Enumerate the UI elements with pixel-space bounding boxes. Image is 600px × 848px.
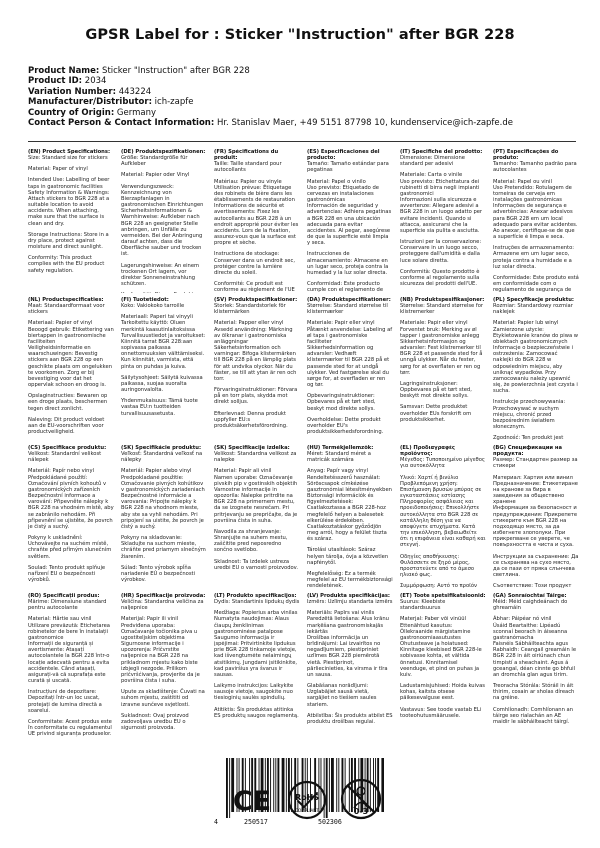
spec-line: Rozmiar: Standardowy rozmiar naklejek bbox=[493, 303, 573, 316]
spec-line: Conformità: Questo prodotto è conforme al regolamento sulla sicurezza dei prodotti dell'UE. bbox=[400, 268, 480, 287]
spec-line: Atitiktis: Šis produktas atitinka ES produktų saugos reglamentą. bbox=[214, 706, 299, 719]
spec-line: Veličina: Standardna veličina za naljepnice bbox=[121, 599, 204, 612]
spec-line: Materiał: Papier lub winyl bbox=[493, 320, 559, 327]
spec-line: Информация за безопасност и предупреждения: Прикрепете стикерите към BGR 228 на подходящо място, за да избегнете злополуки. При прикрепване се уверете, че повърхността е чиста и суха. bbox=[493, 505, 578, 549]
spec-line: Μέγεθος: Τυποποιημένο μέγεθος για αυτοκόλλητα bbox=[400, 457, 485, 470]
product-info bbox=[28, 66, 588, 128]
spec-line: Información de seguridad y advertencias: Adhiera pegatinas a BGR 228 en una ubicación adecuada para evitar accidentes. Al pegar, asegúrese de que la superficie esté limpia y seca. bbox=[307, 203, 392, 247]
spec-line: Uso Pretendido: Rotulagem de torneiras de cerveja em instalações gastronómicas bbox=[493, 184, 572, 204]
spec-block bbox=[28, 297, 114, 441]
spec-line: Predpokladané použitie: Označovanie pivných kohútikov v gastronomických zariadeniach bbox=[121, 474, 205, 493]
spec-line: Størrelse: Standard størrelse til klistermærker bbox=[307, 303, 388, 316]
spec-line: Vastavus: See toode vastab ELi tooteohutusmäärusele. bbox=[400, 706, 482, 719]
spec-line: Intended Use: Labelling of beer taps in gastronomic facilities bbox=[28, 177, 110, 190]
product-info-label: Country of Origin: bbox=[28, 107, 115, 118]
product-info-label: Manufacturer/Distributor: bbox=[28, 97, 152, 108]
spec-line: Größe: Standardgröße für Aufkleber bbox=[121, 155, 188, 168]
spec-line: Materjal: Paber või vinüül bbox=[400, 616, 466, 623]
spec-line: Izmērs: Uzlīmju standarta izmērs bbox=[307, 599, 393, 606]
spec-line: Anyag: Papír vagy vinyl bbox=[307, 468, 368, 475]
spec-block bbox=[400, 149, 486, 293]
spec-line: Informazioni sulla sicurezza e avvertenze: Allegare adesivi a BGR 228 in un luogo adatto per evitare incidenti. Quando si attacca, assicurarsi che la superficie sia pulita e asciutta. bbox=[400, 197, 483, 234]
spec-heading: (CS) Specifikace produktu: bbox=[28, 445, 107, 451]
spec-line: Veiligheidsinformatie en waarschuwingen: Bevestig stickers aan BGR 228 op een geschikte plaats om ongelukken te voorkomen. Zorg er bij bevestiging voor dat het oppervlak schoon en droog is. bbox=[28, 345, 112, 389]
spec-block bbox=[400, 297, 486, 441]
spec-line: Instructions de stockage: Conserver dans un endroit sec, protéger contre la lumière directe du soleil. bbox=[214, 251, 295, 276]
spec-line: Tamaño: Tamaño estándar para pegatinas bbox=[307, 161, 389, 174]
spec-line: Verwendungszweck: Kennzeichnung von Bierzapfanlagen in gastronomischen Einrichtungen bbox=[121, 183, 204, 209]
product-info-row bbox=[28, 76, 588, 86]
page-title: GPSR Label for : Sticker "Instruction" after BGR 228 bbox=[85, 27, 515, 43]
spec-block bbox=[214, 149, 300, 293]
spec-line: Numatyta naudojimas: Alaus čiaupų ženklinimas gastronominėse patalpose bbox=[214, 616, 289, 635]
rohs-compliant-icon bbox=[287, 780, 327, 820]
spec-line: Tamanho: Tamanho padrão para autocolantes bbox=[493, 161, 577, 174]
spec-block bbox=[493, 297, 579, 441]
product-info-row bbox=[28, 66, 588, 76]
spec-line: Instrucțiuni de depozitare: Depozitați într-un loc uscat, protejați de lumina directă a soarelui. bbox=[28, 689, 102, 714]
barcode-bar bbox=[277, 758, 279, 812]
spec-line: Zamierzone użycie: Etykietowanie kranów do piwa w obiektach gastronomicznych bbox=[493, 326, 579, 345]
spec-line: Paredzētā lietošana: Alus krānu marķēšana gastronomiskajās iekārtās bbox=[307, 616, 389, 635]
spec-block bbox=[307, 593, 393, 739]
spec-line: Méid: Méid caighdeánach do ghreamáin bbox=[493, 599, 568, 612]
spec-line: Předpokládané použití: Označování pivních kohoutů v gastronomických zařízeních bbox=[28, 474, 107, 493]
product-info-value: Sticker "Instruction" after BGR 228 bbox=[102, 66, 250, 76]
spec-line: Taille: Taille standard pour autocollants bbox=[214, 161, 282, 174]
svg-text:0-3: 0-3 bbox=[353, 807, 369, 816]
spec-line: Comhlíonadh: Comhlíonann an táirge seo rialachán an AE maidir le sábháilteacht táirgí. bbox=[493, 706, 573, 725]
spec-line bbox=[121, 292, 207, 293]
spec-heading: (BG) Спецификации на продукта: bbox=[493, 445, 562, 458]
spec-heading: (EN) Product Specifications: bbox=[28, 149, 111, 155]
spec-line: Size: Standard size for stickers bbox=[28, 155, 108, 162]
spec-block bbox=[121, 149, 207, 293]
spec-line: Informações de segurança e advertências: Anexar adesivos para BGR 228 em um local adequado para evitar acidentes. Ao anexar, certifique-se de que a superfície é limpa e seca. bbox=[493, 203, 578, 241]
spec-line: Yhdenmukaisuus: Tämä tuote vastaa EU:n tuotteiden turvallisuusasetusta. bbox=[121, 398, 198, 417]
spec-line: Υλικό: Χαρτί ή βινύλιο bbox=[400, 474, 459, 481]
spec-line: Tarkoitettu käyttö: Oluen merkintä kaasutinlaitoksissa bbox=[121, 320, 195, 333]
barcode-digits-right: 502306 bbox=[318, 818, 342, 826]
spec-line: Material: Hârtie sau vinil bbox=[28, 616, 92, 623]
spec-line: Varnostne informacije in opozorila: Nalepke pritrdite na BGR 228 na primernem mestu, da se izognete nesrečam. Pri pritrjevanju se prepričajte, da je površina čista in suha. bbox=[214, 486, 298, 524]
spec-line: Material: Papier oder Vinyl bbox=[121, 172, 190, 179]
spec-line: Upute za skladištenje: Čuvati na suhom mjestu, zaštititi od izravne sunčeve svjetlosti. bbox=[121, 689, 205, 708]
product-info-row bbox=[28, 87, 588, 97]
barcode-digits-left: 250517 bbox=[244, 818, 268, 826]
spec-line: Faisnéis Sábháilteachta agus Rabhaidh: Ceangail greamáin le BGR 228 in áit oiriúnach chun timpistí a sheachaint. Agus á gceangal, déan cinnte go bhfuil an dromchla glan agus tirim. bbox=[493, 641, 577, 678]
spec-line: Instrukcje przechowywania: Przechowywać w suchym miejscu, chronić przed bezpośrednim światłem słonecznym. bbox=[493, 399, 566, 430]
spec-line: Conformidad: Este producto cumple con el reglamento de bbox=[307, 280, 384, 293]
spec-line: Sikkerhedsinformation og advarsler: Vedhæft klistermærker til BGR 228 på et passende sted for at undgå ulykker. Ved fastgørelse skal du sørge for, at overfladen er ren og tør. bbox=[307, 345, 390, 389]
spec-heading: (HR) Specifikacije proizvoda: bbox=[121, 593, 206, 599]
spec-heading: (SK) Špecifikácie produktu: bbox=[121, 445, 202, 451]
spec-line: Matériau: Papier ou vinyle bbox=[214, 178, 282, 185]
spec-line: Οδηγίες αποθήκευσης: Φυλάσσετε σε ξηρό μέρος, προστατεύετε από το άμεσο ηλιακό φως. bbox=[400, 553, 475, 578]
spec-block bbox=[400, 445, 486, 589]
spec-line: Materiaali: Paperi tai vinyyli bbox=[121, 314, 193, 321]
spec-line: Предназначение: Етикетиране на кранове за бира в заведения за обществено хранене bbox=[493, 480, 578, 506]
spec-block bbox=[28, 445, 114, 589]
spec-line: Skladnost: Ta izdelek ustreza uredbi EU o varnosti proizvodov. bbox=[214, 558, 298, 571]
spec-block bbox=[121, 593, 207, 739]
spec-block bbox=[214, 297, 300, 441]
barcode-bar bbox=[336, 758, 337, 812]
spec-line: Pokyny k uskladnění: Uchovávejte na suchém místě, chraňte před přímým slunečním světlem. bbox=[28, 535, 112, 560]
spec-line: Overholdelse: Dette produkt overholder EU's produktsikkerhedsforordning. bbox=[307, 416, 384, 435]
spec-line: Dimensione: Dimensione standard per adesivi bbox=[400, 155, 465, 168]
spec-line: Veľkosť: Štandardná veľkosť na nálepky bbox=[121, 451, 203, 464]
spec-heading: (ET) Toote spetsifikatsioonid: bbox=[400, 593, 486, 599]
spec-line: Инструкции за съхранение: Да се съхранява на сухо място, да се пази от пряка слънчева светлина. bbox=[493, 553, 579, 578]
product-info-value: ich-zapfe bbox=[154, 97, 194, 108]
spec-line: Προβλεπόμενη χρήση: Επισήμανση βρυσών μπύρας σε εγκαταστάσεις εστίασης bbox=[400, 480, 482, 500]
spec-line: Bezpečnostné informácie a varovania: Pripojte nálepky k BGR 228 na vhodnom mieste, aby ste sa vyhli nehodám. Pri pripojení sa uistite, že povrch je čistý a suchý. bbox=[121, 493, 204, 530]
spec-line: Megfelelőség: Ez a termék megfelel az EU termékbiztonsági rendeletének. bbox=[307, 570, 393, 589]
spec-line: Avsedd användning: Märkning av ölkranar i gastronomiska anläggningar bbox=[214, 326, 293, 345]
spec-heading: (LV) Produkta specifikācijas: bbox=[307, 593, 390, 599]
age-warning-0-3-icon bbox=[340, 778, 382, 820]
spec-line: Súlad: Tento výrobok spĺňa nariadenie EÚ o bezpečnosti výrobkov. bbox=[121, 564, 196, 583]
spec-line: Förvaringsinstruktioner: Förvara på en torr plats, skydda mot direkt solljus. bbox=[214, 387, 298, 406]
spec-line: Материал: Хартия или винил bbox=[493, 474, 573, 481]
spec-line: Saugumo informacija ir įspėjimai: Pritvirtinkite lipdukus prie BGR 228 tinkamoje vietoje, kad išvengtumėte nelaimingų atsitikimų. Jungdami įsitikinkite, kad paviršius yra švarus ir sausas. bbox=[214, 634, 298, 678]
spec-line: Storage Instructions: Store in a dry place, protect against moisture and direct sunlight. bbox=[28, 231, 109, 251]
spec-line: Säkerhetsinformation och varningar: Bifoga klistermärken till BGR 228 på en lämplig plats för att undvika olyckor. När du fäster, se till att ytan är ren och torr. bbox=[214, 345, 297, 382]
spec-line: Pokyny na skladovanie: Skladujte na suchom mieste, chráňte pred priamym slnečným žiarením. bbox=[121, 535, 206, 560]
spec-line: Størrelse: Standard størrelse for klistremerker bbox=[400, 303, 484, 316]
spec-block bbox=[493, 445, 579, 589]
spec-line: Opslaginstructies: Bewaren op een droge plaats, beschermen tegen direct zonlicht. bbox=[28, 393, 108, 412]
spec-line: Koko: Vakiokoko tarroille bbox=[121, 303, 185, 310]
spec-line: Conformity: This product complies with the EU product safety regulation. bbox=[28, 255, 105, 274]
divider bbox=[28, 141, 576, 142]
spec-heading: (ES) Especificaciones del producto: bbox=[307, 149, 380, 162]
spec-line: Instruções de armazenamento: Armazene em um lugar seco, proteja contra a humidade e a luz solar directa. bbox=[493, 245, 574, 270]
product-info-value: 2034 bbox=[84, 76, 107, 87]
spec-line: Ábhar: Páipéar nó vinil bbox=[493, 616, 552, 623]
spec-line: Soulad: Tento produkt splňuje nařízení EU o bezpečnosti výrobků. bbox=[28, 564, 106, 583]
spec-line: Utilisation prévue: Étiquetage des robinets de bière dans les établissements de restauration bbox=[214, 184, 295, 204]
barcode-bar bbox=[331, 758, 334, 812]
spec-line: Lagerungshinweise: An einem trockenen Ort lagern, vor direkter Sonneneinstrahlung schützen. bbox=[121, 262, 200, 287]
product-info-label: Product Name: bbox=[28, 66, 100, 76]
spec-line: Velikost: Standardna velikost za nalepke bbox=[214, 451, 297, 464]
spec-line: Opbevaringsinstruktioner: Opbevares på et tørt sted, beskyt mod direkte sollys. bbox=[307, 393, 376, 412]
product-info-label: Contact Person & Contact Information: bbox=[28, 118, 215, 129]
spec-line: Mărime: Dimensiune standard pentru autocolante bbox=[28, 599, 107, 612]
spec-line: Conformitate: Acest produs este în conformitate cu regulamentul UE privind siguranța produselor. bbox=[28, 718, 112, 738]
spec-line: Sukladnost: Ovaj proizvod zadovoljava uredbu EU o sigurnosti proizvoda. bbox=[121, 712, 189, 731]
spec-line: Πληροφορίες ασφάλειας και προειδοποιήσεις: Επικολλήστε αυτοκόλλητα στο BGR 228 σε κατάλληλη θέση για να αποφύγετε ατυχήματα. Κατά την επικόλληση, βεβαιωθείτε ότι η επιφάνεια είναι καθαρή και στεγνή. bbox=[400, 499, 486, 549]
spec-line: Materiál: Papier alebo vinyl bbox=[121, 468, 192, 475]
spec-line: Zgodność: Ten produkt jest bbox=[493, 435, 564, 441]
spec-line: Medžiaga: Popierius arba vinilas bbox=[214, 610, 298, 617]
spec-block bbox=[400, 593, 486, 739]
spec-block bbox=[28, 593, 114, 739]
spec-heading: (PT) Especificações do produto: bbox=[493, 149, 559, 162]
spec-line: Ohutusteave ja hoiatused: Kinnitage kleebised BGR 228-le sobivasse kohta, et vältida õnnetusi. Kinnitamisel veenduge, et pind on puhas ja kuiv. bbox=[400, 641, 482, 678]
spec-heading: (PL) Specyfikacje produktu: bbox=[493, 297, 574, 303]
spec-line: Biztonsági információk és figyelmeztetések: Csatlakoztassa a BGR 228-hoz megfelelő helyen a balesetek elkerülése érdekében. Csatlakoztatáskor győződjön meg arról, hogy a felület tiszta és száraz. bbox=[307, 493, 387, 543]
spec-line: Materiale: Papir eller vinyl bbox=[307, 320, 375, 327]
spec-line: Informații de siguranță și avertismente: Atașați autocolantele la BGR 228 într-o locație adecvată pentru a evita accidentele. Când atașați, asigurați-vă că suprafața este curată și uscată. bbox=[28, 641, 110, 685]
spec-line: Sicherheitsinformationen & Warnhinweise: Aufkleber nach BGR 228 an geeigneter Stelle anbringen, um Unfälle zu vermeiden. Bei der Anbringung darauf achten, dass die Oberfläche sauber und trocken ist. bbox=[121, 208, 203, 258]
product-info-label: Variation Number: bbox=[28, 86, 116, 97]
spec-line: Instrucciones de almacenamiento: Almacene en un lugar seco, proteja contra la humedad y la luz solar directa. bbox=[307, 251, 389, 276]
spec-block bbox=[121, 297, 207, 441]
spec-block bbox=[493, 149, 579, 293]
spec-line: Treoracha Stórála: Stóráil in áit thirim, cosain ar sholas díreach na gréine. bbox=[493, 683, 575, 702]
spec-line: Úsáid Beartaithe: Lipéadú sconnaí beorach in áiseanna gastranómacha bbox=[493, 622, 568, 641]
spec-block bbox=[307, 297, 393, 441]
spec-line: Materijal: Papir ili vinil bbox=[121, 616, 179, 623]
spec-heading: (HU) Termékjellemzők: bbox=[307, 445, 374, 451]
spec-heading: (GA) Sonraíochtaí Táirge: bbox=[493, 593, 567, 599]
barcode-digit-first: 4 bbox=[214, 818, 218, 826]
spec-line: Ettenähtud kasutus: Õllekraanide märgistamine gastronoomiaasutustes bbox=[400, 622, 471, 641]
spec-line: Namen uporabe: Označevanje pivskih pip v gostinskih objektih bbox=[214, 474, 298, 487]
spec-heading: (EL) Προδιαγραφές προϊόντος: bbox=[400, 445, 455, 458]
spec-line: Predviđena uporaba: Označavanje točionika piva u ugostiteljskim objektima bbox=[121, 622, 198, 641]
spec-line: Atbilstība: Šis produkts atbilst ES produktu drošības regulai. bbox=[307, 712, 393, 725]
spec-line: Turvallisuustiedot ja varoitukset: Kiinnitä tarrat BGR 228:aan sopivassa paikassa onnettomuuksien välttämiseksi. Kun kiinnität, varmista, että pinta on puhdas ja kuiva. bbox=[121, 332, 206, 370]
spec-line: Utilizare prevăzută: Etichetarea robinetelor de bere în instalații gastronomice bbox=[28, 622, 110, 641]
spec-heading: (SK) Specifikacije izdelka: bbox=[214, 445, 290, 451]
spec-line: Maat: Standaardformaat voor stickers bbox=[28, 303, 105, 316]
barcode-bar bbox=[226, 758, 228, 818]
spec-line: Materiale: Carta o vinile bbox=[400, 172, 463, 179]
spec-line: Sikkerhetsinformasjon og advarsler: Fest klistremerker til BGR 228 et passende sted for å unngå ulykker. Når du fester, sørg for at overflaten er ren og tørr. bbox=[400, 338, 483, 376]
spec-line: Informations de sécurité et avertissements: Fixez les autocollants au BGR 228 à un endroit approprié pour éviter les accidents. Lors de la fixation, assurez-vous que la surface est propre et sèche. bbox=[214, 203, 299, 247]
spec-line: Glabāšanas norādījumi: Uzglabājiet sausā vietā, sargājiet no tiešiem saules stariem. bbox=[307, 683, 377, 708]
spec-line: Drošības informācija un brīdinājumi: Lai izvairītos no negadījumiem, piestipriniet uzlīmes BGR 228 piemērotā vietā. Piestiprinot, pārliecinieties, ka virsma ir tīra un sausa. bbox=[307, 634, 388, 678]
spec-line: Conformidade: Este produto está em conformidade com o regulamento de segurança de bbox=[493, 274, 579, 293]
spec-line: Méret: Standard méret a matricák számára bbox=[307, 451, 371, 464]
spec-line: Lagringsinstruksjoner: Oppbevares på et tørt sted, beskytt mot direkte sollys. bbox=[400, 380, 472, 400]
spec-block bbox=[28, 149, 114, 293]
spec-line: Materiál: Papír nebo vinyl bbox=[28, 468, 94, 475]
spec-line: Rendeltetésszerű használat: Söröscsapok címkézése gasztronómiai létesítményekben bbox=[307, 474, 392, 493]
barcode-bar bbox=[275, 758, 276, 812]
spec-heading: (DA) Produktspecifikationer: bbox=[307, 297, 391, 303]
spec-line: Laikymo instrukcijos: Laikykite sausoje vietoje, saugokite nuo tiesioginių saulės spindulių. bbox=[214, 683, 294, 702]
spec-line: Material: Papel o vinilo bbox=[307, 178, 366, 185]
spec-line: Uso previsto: Etichettatura dei rubinetti di birra negli impianti gastronomici bbox=[400, 178, 480, 197]
product-info-row bbox=[28, 118, 588, 128]
spec-line: Dydis: Standartinis lipdukų dydis bbox=[214, 599, 300, 606]
spec-line: Istruzioni per la conservazione: Conservare in un luogo secco, proteggere dall'umidità e dalla luce solare diretta. bbox=[400, 239, 482, 264]
spec-line: Materiale: Papir eller vinyl bbox=[400, 320, 468, 327]
spec-heading: (RO) Specificații produs: bbox=[28, 593, 100, 599]
spec-line: Storlek: Standardstorlek för klistermärken bbox=[214, 303, 286, 316]
spec-block bbox=[493, 593, 579, 739]
spec-line: Ladustamisjuhised: Hoida kuivas kohas, kaitsta otsese päikesevalguse eest. bbox=[400, 683, 485, 702]
svg-text:COMPLIANT: COMPLIANT bbox=[295, 808, 319, 813]
spec-line: Naleving: Dit product voldoet aan de EU-voorschriften voor productveiligheid. bbox=[28, 416, 105, 435]
spec-line: Material: Paper of vinyl bbox=[28, 166, 88, 173]
spec-heading: (IT) Specifiche del prodotto: bbox=[400, 149, 483, 155]
spec-heading: (FR) Spécifications du produit: bbox=[214, 149, 279, 162]
spec-line: Beoogd gebruik: Etikettering van biertappen in gastronomische faciliteiten bbox=[28, 326, 114, 345]
spec-heading: (LT) Produkto specifikacijos: bbox=[214, 593, 297, 599]
spec-line: Uso previsto: Etiquetado de cervezas en instalaciones gastronómicas bbox=[307, 184, 379, 204]
spec-block bbox=[121, 445, 207, 589]
product-info-row bbox=[28, 97, 588, 107]
spec-line: Bezpečnostní informace a varování: Připevněte nálepky k BGR 228 na vhodném místě, aby se zabránilo nehodám. Při připevnění se ujistěte, že povrch je čistý a suchý. bbox=[28, 493, 114, 530]
spec-block bbox=[307, 445, 393, 589]
spec-heading: (NL) Productspecificaties: bbox=[28, 297, 104, 303]
spec-block bbox=[307, 149, 393, 293]
svg-text:RoHS: RoHS bbox=[294, 793, 320, 802]
spec-block bbox=[214, 593, 300, 739]
spec-line: Efterlevnad: Denna produkt uppfyller EU:s produktsäkerhetsförordning. bbox=[214, 410, 288, 429]
spec-heading: (DE) Produktspezifikationen: bbox=[121, 149, 206, 155]
barcode-bar bbox=[282, 758, 285, 812]
spec-line: Samsvar: Dette produktet overholder EUs forskrift om produktsikkerhet. bbox=[400, 404, 472, 423]
spec-heading: (FI) Tuotetiedot: bbox=[121, 297, 169, 303]
product-info-label: Product ID: bbox=[28, 76, 83, 87]
spec-line: Materiaal: Papier of vinyl bbox=[28, 320, 93, 327]
spec-line: Material: Papper eller vinyl bbox=[214, 320, 284, 327]
spec-line: Conformité: Ce produit est conforme au règlement de l'UE bbox=[214, 280, 295, 293]
spec-line: Materiāls: Papīrs vai vinils bbox=[307, 610, 375, 617]
svg-text:CE: CE bbox=[232, 786, 272, 817]
product-info-value: 443224 bbox=[118, 86, 152, 97]
spec-line: Material: Papel ou vinil bbox=[493, 178, 552, 185]
spec-line: Material: Papir ali vinil bbox=[214, 468, 272, 475]
barcode-bar bbox=[329, 758, 330, 812]
spec-line: Размер: Стандартен размер за стикери bbox=[493, 457, 578, 470]
spec-line: Säilytysohjeet: Säilytä kuivassa paikassa, suojaa suoralta auringonvalolta. bbox=[121, 374, 203, 394]
product-info-value: Germany bbox=[116, 107, 156, 118]
spec-line: Informacje o bezpieczeństwie i ostrzeżenia: Zamocować naklejki do BGR 228 w odpowiednim miejscu, aby uniknąć wypadków. Przy zamocowaniu należy upewnić się, że powierzchnia jest czysta i sucha. bbox=[493, 345, 578, 395]
spec-line: Suurus: Kleebiste standardsuurus bbox=[400, 599, 446, 612]
spec-line: Navodila za shranjevanje: Shranjujte na suhem mestu, zaščitite pred neposredno sončno svetlobo. bbox=[214, 528, 288, 554]
spec-heading: (NB) Produktspesifikasjoner: bbox=[400, 297, 485, 303]
spec-line: Συμμόρφωση: Αυτό το προϊόν bbox=[400, 583, 477, 589]
spec-line: Съответствие: Този продукт bbox=[493, 583, 572, 589]
product-info-value: Hr. Stanislav Maer, +49 5151 87798 10, kundenservice@ich-zapfe.de bbox=[216, 118, 513, 129]
product-info-row bbox=[28, 108, 588, 118]
spec-line: Forventet bruk: Merking av øl tapper i gastronomiske anlegg bbox=[400, 326, 480, 339]
spec-line: Sigurnosne informacije i upozorenja: Pričvrstite naljepnice na BGR 228 na prikladnom mjestu kako biste izbjegli nezgode. Prilikom pričvršćivanja, provjerite da je površina čista i suha. bbox=[121, 641, 200, 685]
spec-line: Safety Information & Warnings: Attach stickers to BGR 228 at a suitable location to avoid accidents. When attaching, make sure that the surface is clean and dry. bbox=[28, 189, 110, 227]
spec-line: Tárolási utasítások: Száraz helyen tárolja, óvja a közvetlen napfénytől. bbox=[307, 547, 389, 566]
spec-block bbox=[214, 445, 300, 589]
spec-line: Påtænkt anvendelse: Labeling af øl taps i gastronomiske faciliteter bbox=[307, 326, 393, 345]
ce-mark-icon bbox=[230, 778, 274, 822]
spec-heading: (SV) Produktspecifikationer: bbox=[214, 297, 298, 303]
spec-line: Velikost: Standardní velikost nálepek bbox=[28, 451, 102, 464]
